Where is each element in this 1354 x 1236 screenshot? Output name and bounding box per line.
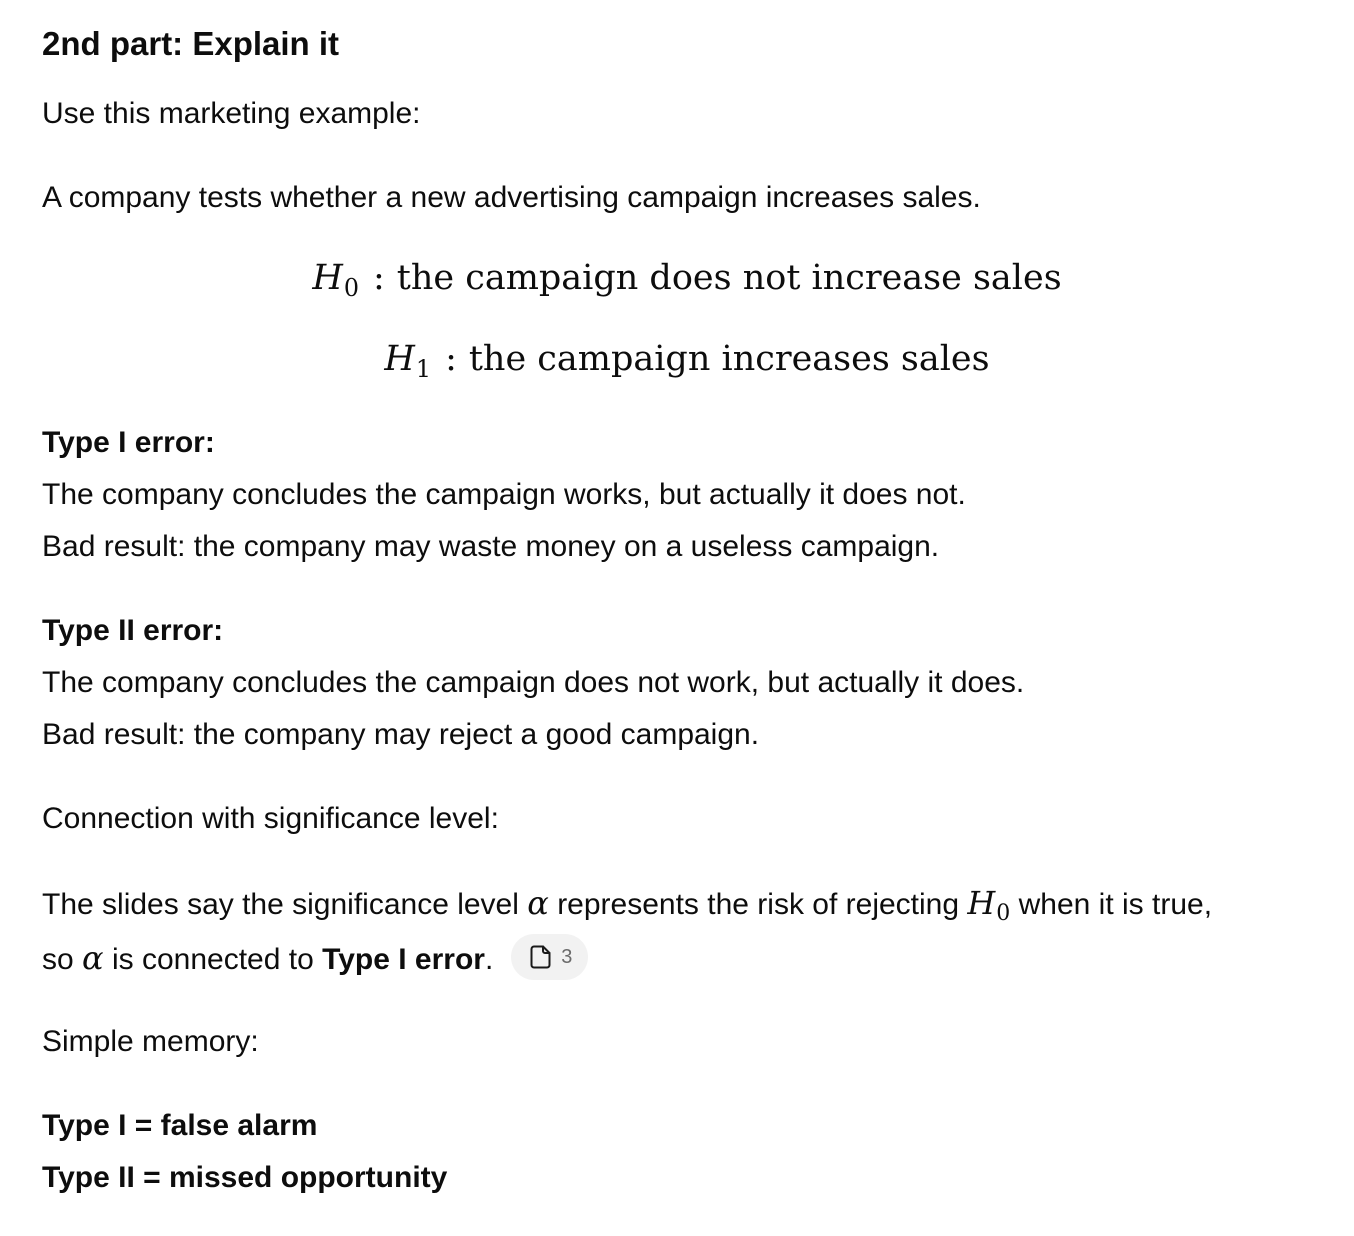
alpha-symbol: α — [527, 884, 549, 922]
connection-text: when it is true, — [1010, 888, 1213, 921]
source-citation-button[interactable] — [511, 934, 588, 980]
scenario-text: A company tests whether a new advertising campaign increases sales. — [42, 181, 981, 214]
connection-paragraph-line1 — [42, 883, 1212, 928]
memory-line1: Type I = false alarm — [42, 1109, 318, 1142]
hypothesis-symbol: H — [384, 339, 415, 379]
hypothesis-separator: : — [373, 258, 385, 298]
hypothesis-text: the campaign increases sales — [468, 339, 990, 379]
connection-text: is connected to — [103, 943, 323, 976]
memory-title: Simple memory: — [42, 1025, 259, 1058]
h0-subscript: 0 — [996, 901, 1011, 927]
connection-title: Connection with significance level: — [42, 802, 499, 835]
type1-title: Type I error: — [42, 426, 215, 459]
type2-line1: The company concludes the campaign does not work, but actually it does. — [42, 666, 1025, 699]
intro-text: Use this marketing example: — [42, 97, 421, 130]
type1-line2: Bad result: the company may waste money on a useless campaign. — [42, 530, 940, 563]
type1-error-emphasis: Type I error — [322, 943, 485, 976]
section-heading: 2nd part: Explain it — [42, 25, 340, 62]
source-count: 3 — [561, 946, 573, 969]
connection-text: The slides say the significance level — [42, 888, 528, 921]
h0-symbol: H — [967, 884, 996, 922]
type1-line1: The company concludes the campaign works, but actually it does not. — [42, 478, 966, 511]
memory-line2: Type II = missed opportunity — [42, 1161, 448, 1194]
connection-paragraph-line2 — [42, 938, 588, 984]
hypothesis-text: the campaign does not increase sales — [396, 258, 1062, 298]
connection-text: represents the risk of rejecting — [548, 888, 968, 921]
type2-line2: Bad result: the company may reject a good campaign. — [42, 718, 760, 751]
type2-title: Type II error: — [42, 614, 224, 647]
hypothesis-subscript: 0 — [343, 273, 359, 302]
connection-text: so — [42, 943, 83, 976]
null-hypothesis — [42, 256, 1332, 303]
document-icon — [529, 944, 553, 970]
hypothesis-separator: : — [445, 339, 457, 379]
hypothesis-subscript: 1 — [415, 354, 432, 383]
hypothesis-symbol: H — [312, 258, 343, 298]
alpha-symbol: α — [82, 939, 104, 977]
alternative-hypothesis — [42, 337, 1332, 384]
connection-text: . — [484, 943, 494, 976]
